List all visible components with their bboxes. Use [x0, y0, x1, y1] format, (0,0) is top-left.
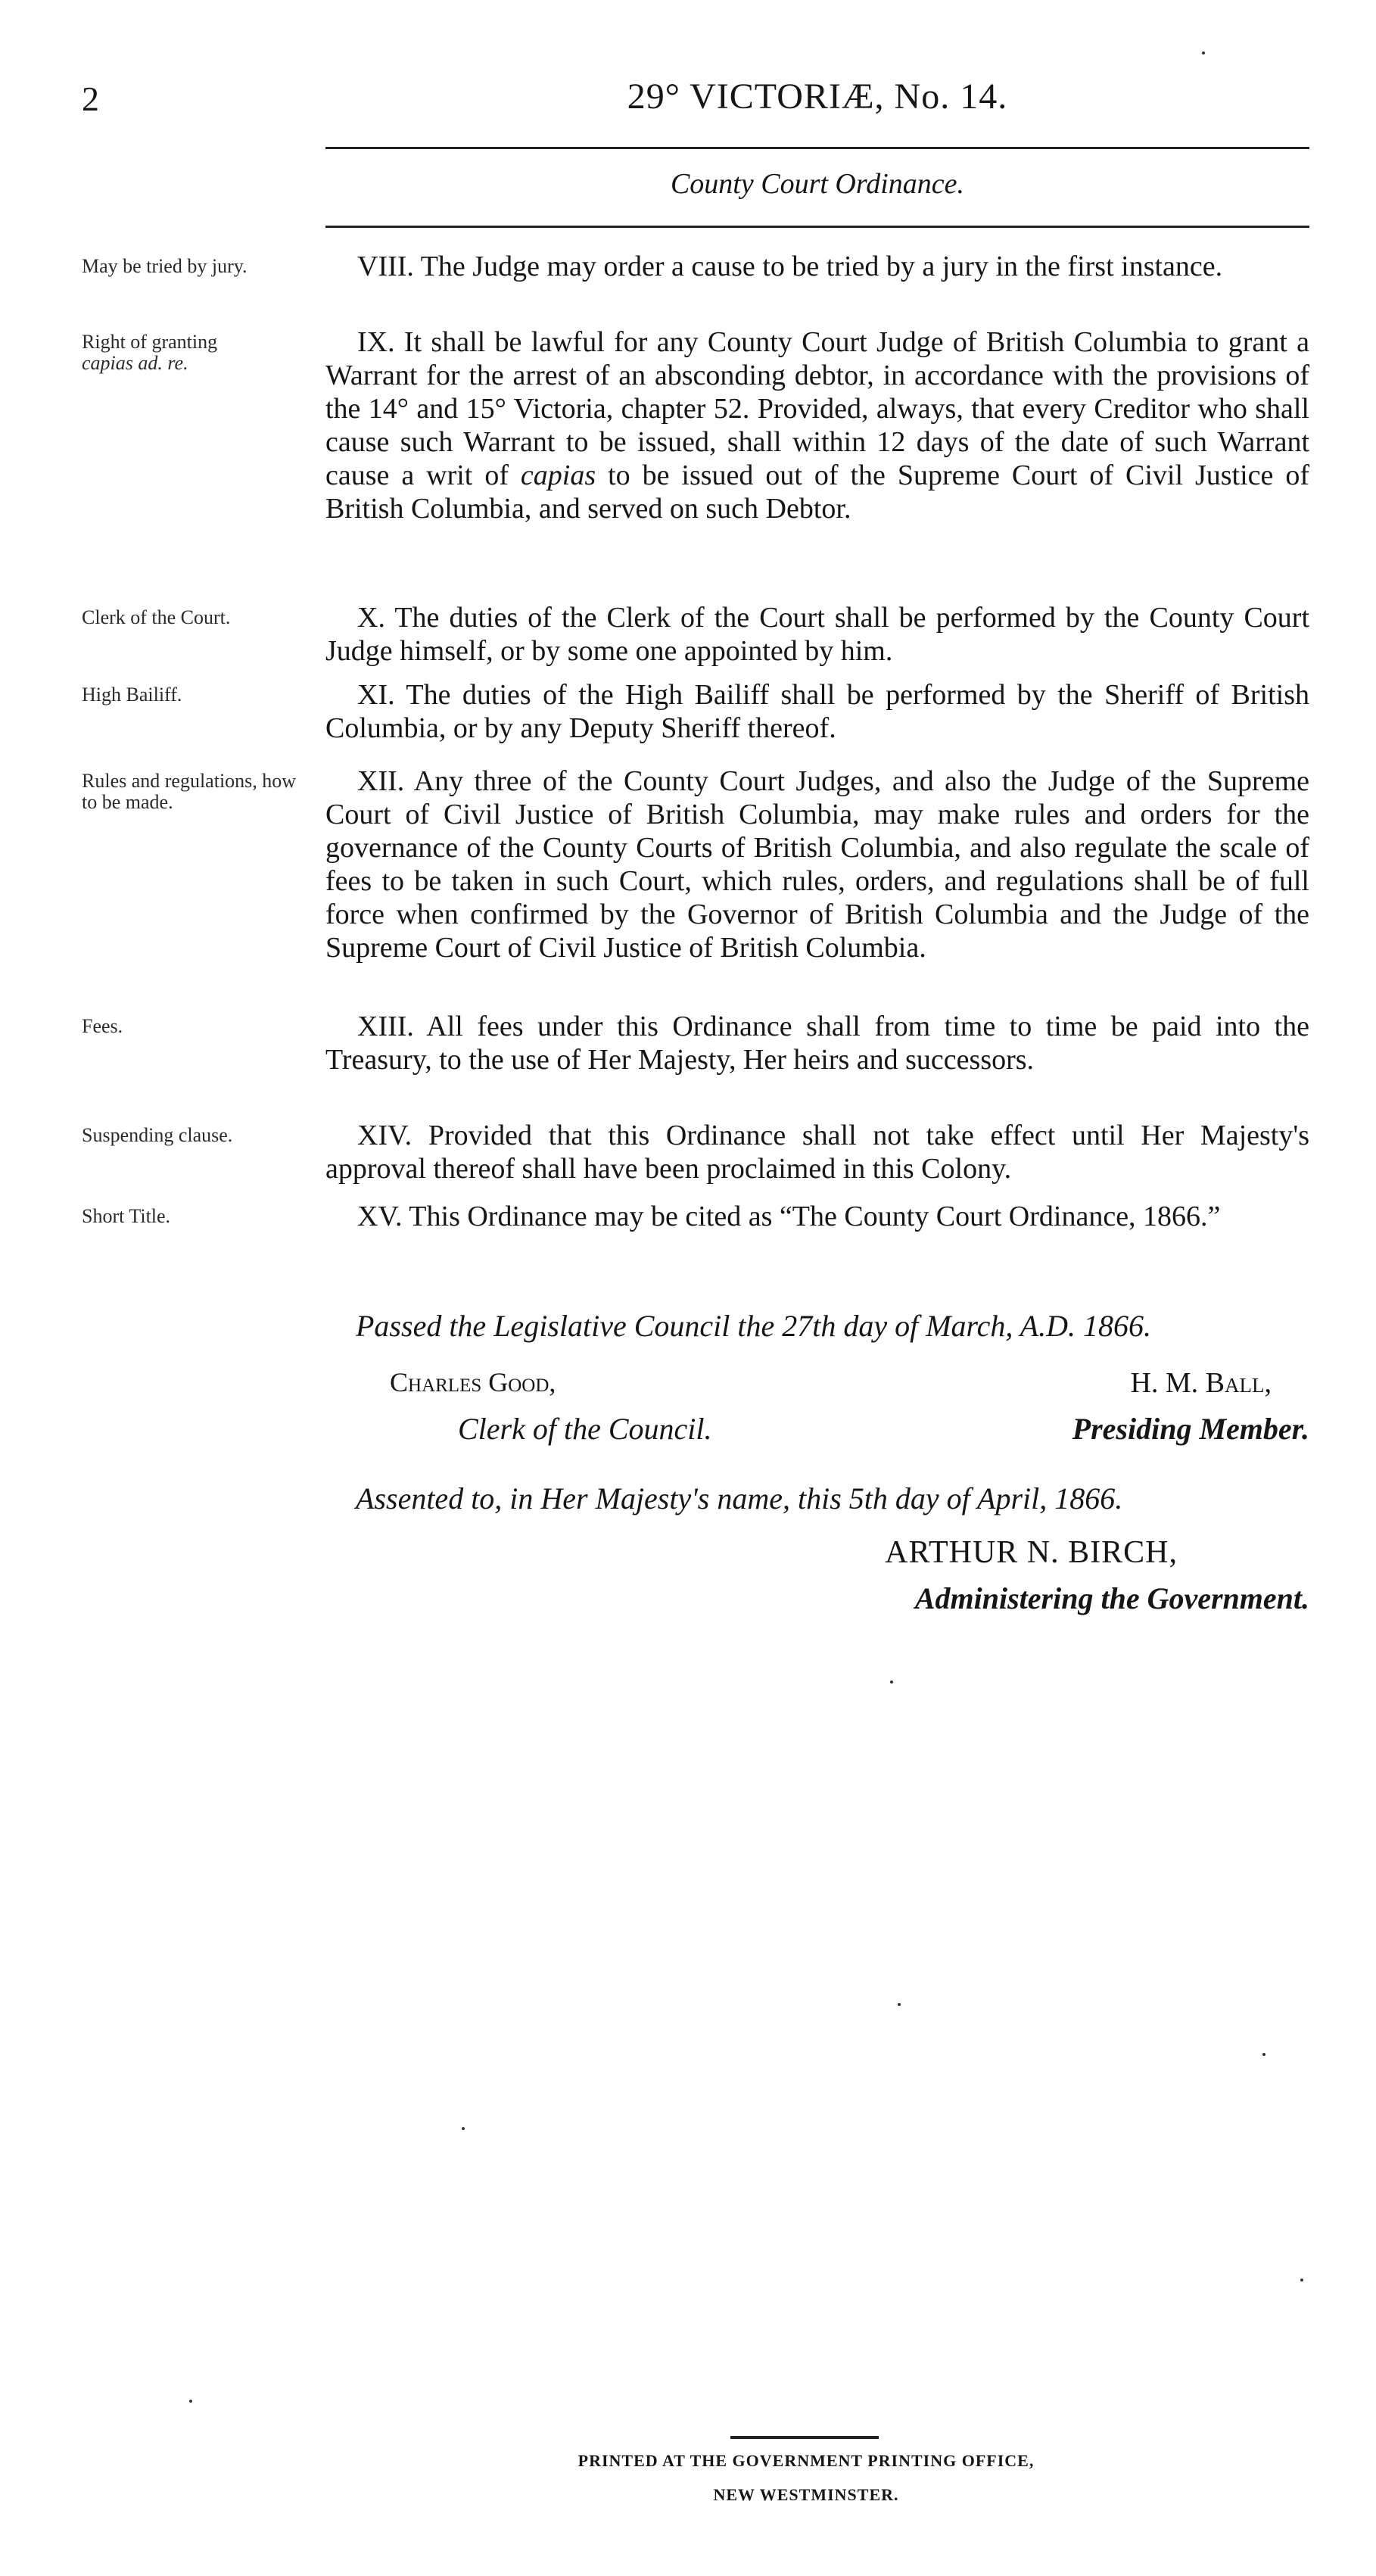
margin-note	[82, 332, 309, 374]
header-rule-bottom	[325, 226, 1309, 228]
margin-note: Short Title.	[82, 1205, 171, 1227]
clerk-title: Clerk of the Council.	[458, 1412, 712, 1446]
document-subtitle: County Court Ordinance.	[670, 168, 965, 200]
running-title: 29° VICTORIÆ, No. 14.	[627, 76, 1008, 117]
margin-note: High Bailiff.	[82, 684, 182, 706]
page-number: 2	[82, 79, 99, 118]
administrator-title: Administering the Government.	[914, 1581, 1309, 1615]
scan-speck	[898, 2003, 901, 2006]
header-rule-top	[325, 147, 1309, 149]
margin-note: Clerk of the Court.	[82, 606, 231, 628]
scan-speck	[890, 1680, 893, 1684]
section-text-part: IX. It shall be lawful for any County Court Judge of British Columbia to grant a Warrant for the arrest of an absconding debtor, in accordance with the provisions of the 14° and 15° Victoria, chapter 52. Provided, always, that every Creditor who shall cause such Warrant to be issued, shall within 12 days of the date of such Warrant cause a writ of	[325, 326, 1309, 491]
section-text: XI. The duties of the High Bailiff shall be performed by the Sheriff of British Columbia, or by any Deputy Sheriff thereof.	[325, 679, 1309, 744]
scan-speck	[189, 2400, 192, 2403]
section-text: XV. This Ordinance may be cited as “The County Court Ordinance, 1866.”	[357, 1201, 1221, 1232]
section-text: XII. Any three of the County Court Judges, and also the Judge of the Supreme Court of Civil Justice of British Columbia, may make rules and orders for the governance of the County Courts of British Columbia, and also regulate the scale of fees to be taken in such Court, which rules, orders, and regulations shall be of full force when confirmed by the Governor of British Columbia and the Judge of the Supreme Court of Civil Justice of British Columbia.	[325, 765, 1309, 964]
margin-note-line-italic: capias ad. re.	[82, 352, 188, 374]
section-text: XIV. Provided that this Ordinance shall not take effect until Her Majesty's approval thereof shall have been proclaimed in this Colony.	[325, 1120, 1309, 1185]
section-text-part: to be issued out of the Supreme Court of Civil Justice of British Columbia, and served on such Debtor.	[325, 459, 1309, 525]
margin-note: May be tried by jury.	[82, 255, 247, 277]
printer-rule	[730, 2436, 879, 2439]
printer-location: NEW WESTMINSTER.	[713, 2485, 899, 2504]
margin-note: Suspending clause.	[82, 1124, 233, 1146]
scan-speck	[1262, 2053, 1265, 2056]
section-text: X. The duties of the Clerk of the Court shall be performed by the County Court Judge himself, or by some one appointed by him.	[325, 602, 1309, 667]
presiding-member-name: H. M. Ball,	[1130, 1367, 1272, 1399]
scan-speck	[1300, 2279, 1303, 2282]
scan-speck	[462, 2127, 465, 2130]
section-text: XIII. All fees under this Ordinance shall from time to time be paid into the Treasury, to the use of Her Majesty, Her heirs and successors.	[325, 1011, 1309, 1076]
margin-note: Fees.	[82, 1015, 123, 1037]
clerk-name: Charles Good,	[390, 1367, 556, 1397]
section-text-italic: capias	[520, 459, 596, 491]
section-text	[325, 326, 1309, 525]
scan-speck	[1202, 51, 1205, 55]
margin-note-line: Right of granting	[82, 331, 218, 353]
printer-imprint: PRINTED AT THE GOVERNMENT PRINTING OFFICE,	[577, 2451, 1035, 2470]
section-text: VIII. The Judge may order a cause to be tried by a jury in the first instance.	[357, 251, 1223, 282]
presiding-member-title: Presiding Member.	[1072, 1412, 1309, 1446]
administrator-name: ARTHUR N. BIRCH,	[885, 1535, 1178, 1570]
margin-note: Rules and regulations, how to be made.	[82, 770, 297, 813]
assent-statement: Assented to, in Her Majesty's name, this 5th day of April, 1866.	[356, 1481, 1123, 1515]
passed-statement: Passed the Legislative Council the 27th day of March, A.D. 1866.	[356, 1309, 1151, 1343]
